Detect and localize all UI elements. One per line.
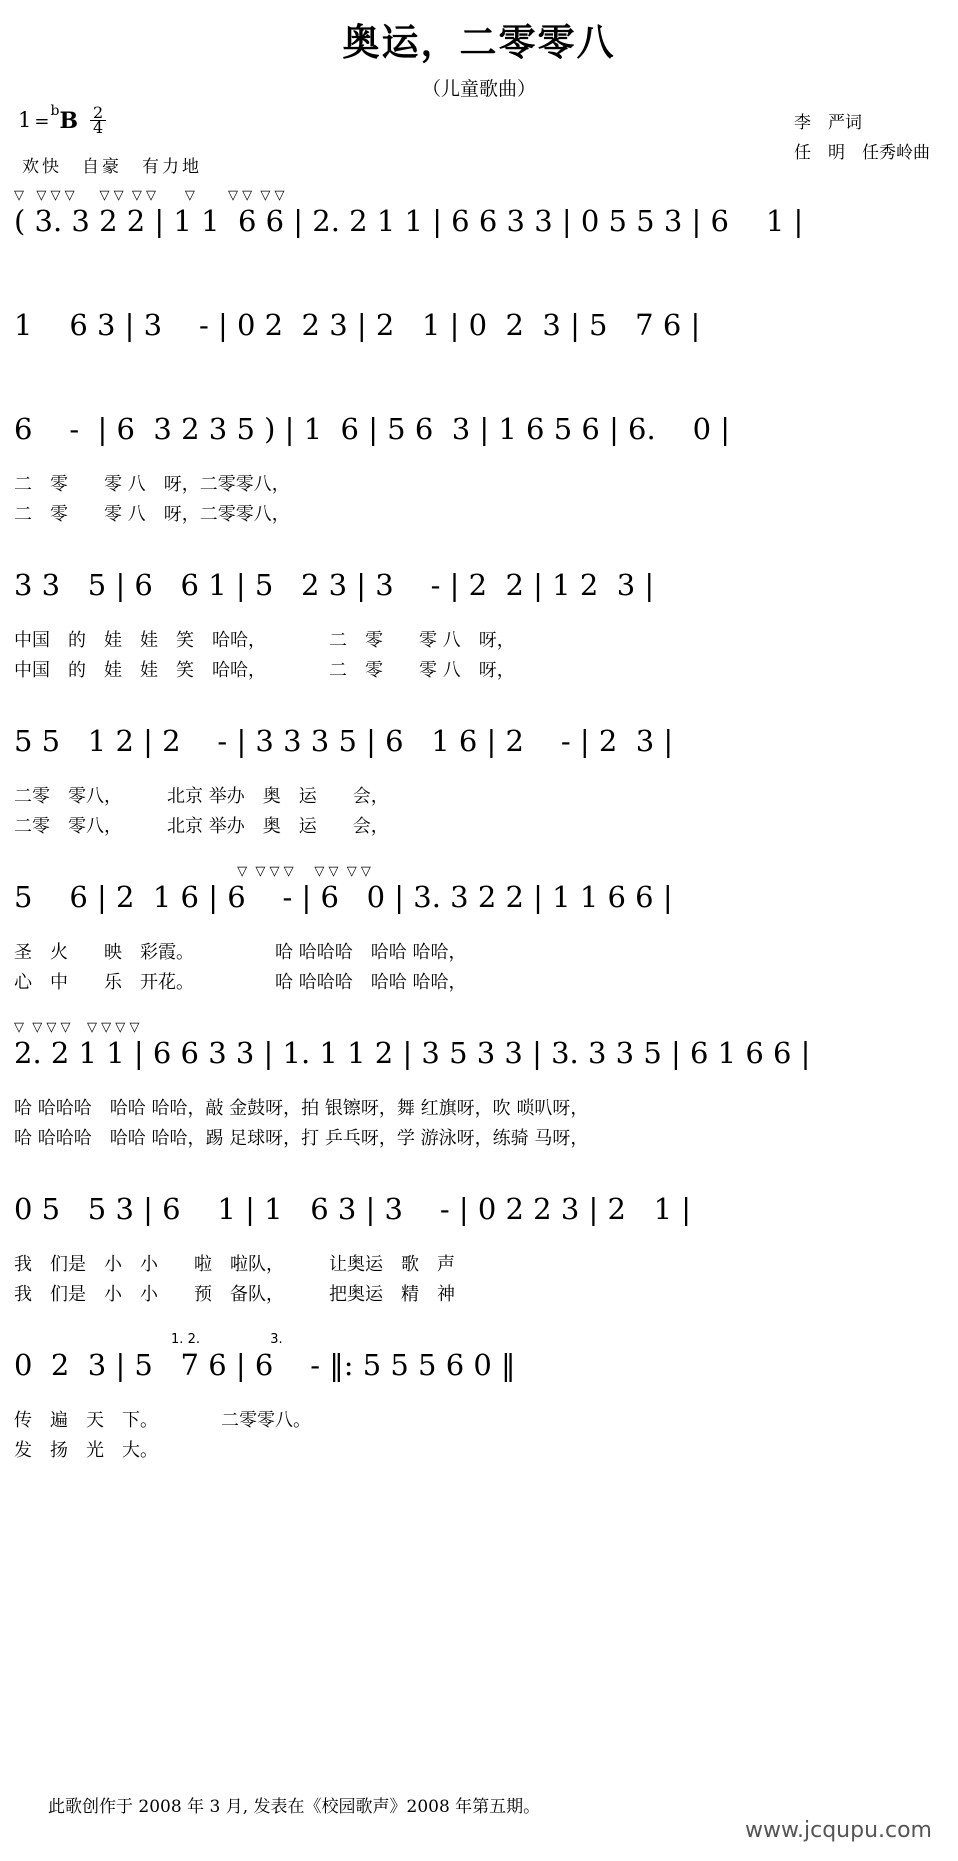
music-system <box>0 552 958 708</box>
accent-marks <box>0 552 958 568</box>
music-systems <box>0 188 958 1488</box>
note-row <box>0 1348 958 1406</box>
lyric-line: 二 零 零 八 呀，二零零八， <box>14 474 290 495</box>
accent-marks: ▽ ▽ ▽ ▽ ▽ ▽ ▽ ▽ ▽ ▽ ▽ ▽ ▽ <box>14 188 285 203</box>
page-title: 奥运，二零零八 <box>342 20 616 64</box>
jianpu-notation: 6 - | 6 3 2 3 5 ) | 1 6 | 5 6 3 | 1 6 5 6 | 6. 0 | <box>14 412 731 446</box>
music-system <box>0 396 958 552</box>
music-system <box>0 292 958 396</box>
key-letter: B <box>59 108 79 134</box>
accent-marks <box>0 292 958 308</box>
accent-marks <box>0 708 958 724</box>
sheet-music-page <box>0 12 958 1861</box>
note-row <box>0 412 958 470</box>
time-signature <box>90 103 106 137</box>
credits <box>794 108 930 168</box>
lyric-line: 哈 哈哈哈 哈哈 哈哈，敲 金鼓呀，拍 银镲呀，舞 红旗呀，吹 唢叭呀， <box>14 1098 589 1119</box>
page-subtitle: （儿童歌曲） <box>421 78 536 100</box>
flat-icon: b <box>50 103 60 119</box>
note-row <box>0 568 958 626</box>
lyric-line: 我 们是 小 小 啦 啦队， 让奥运 歌 声 <box>14 1254 455 1275</box>
jianpu-notation: 5 6 | 2 1 6 | 6 - | 6 0 | 3. 3 2 2 | 1 1 6 6 | <box>14 880 673 914</box>
jianpu-notation: ( 3. 3 2 2 | 1 1 6 6 | 2. 2 1 1 | 6 6 3 3 | 0 5 5 3 | 6 1 | <box>14 204 804 238</box>
music-system <box>0 708 958 864</box>
key-equals: = <box>34 111 50 132</box>
jianpu-notation: 0 2 3 | 5 7 6 | 6 - ‖: 5 5 5 6 0 ‖ <box>14 1348 516 1382</box>
key-signature <box>18 103 106 137</box>
jianpu-notation: 0 5 5 3 | 6 1 | 1 6 3 | 3 - | 0 2 2 3 | 2 1 | <box>14 1192 692 1226</box>
music-system <box>0 1176 958 1332</box>
note-row <box>0 308 958 366</box>
time-signature-denominator: 4 <box>93 118 104 137</box>
lyric-line: 发 扬 光 大。 <box>14 1440 158 1461</box>
accent-marks <box>0 1176 958 1192</box>
accent-marks <box>0 396 958 412</box>
footer-note: 此歌创作于 2008 年 3 月, 发表在《校园歌声》2008 年第五期。 <box>48 1797 541 1817</box>
lyric-line: 二零 零八， 北京 举办 奥 运 会， <box>14 816 389 837</box>
lyric-line: 二 零 零 八 呀，二零零八， <box>14 504 290 525</box>
jianpu-notation: 1 6 3 | 3 - | 0 2 2 3 | 2 1 | 0 2 3 | 5 7 6 | <box>14 308 701 342</box>
note-row <box>0 1192 958 1250</box>
music-system <box>0 188 958 292</box>
note-row <box>0 880 958 938</box>
note-row <box>0 1036 958 1094</box>
lyric-line: 中国 的 娃 娃 笑 哈哈， 二 零 零 八 呀， <box>14 660 515 681</box>
lyric-line: 中国 的 娃 娃 笑 哈哈， 二 零 零 八 呀， <box>14 630 515 651</box>
tempo-marking: 欢快 自豪 有力地 <box>22 157 202 177</box>
music-system <box>0 1332 958 1488</box>
jianpu-notation: 3 3 5 | 6 6 1 | 5 2 3 | 3 - | 2 2 | 1 2 3 | <box>14 568 655 602</box>
lyric-line: 哈 哈哈哈 哈哈 哈哈，踢 足球呀，打 乒乓呀，学 游泳呀，练骑 马呀， <box>14 1128 589 1149</box>
accent-marks: 1. 2. 3. <box>14 1332 283 1347</box>
lyricist-credit: 李 严词 <box>794 113 862 133</box>
website-watermark: www.jcqupu.com <box>745 1818 932 1843</box>
time-signature-numerator: 2 <box>90 106 106 121</box>
lyric-line: 圣 火 映 彩霞。 哈 哈哈哈 哈哈 哈哈， <box>14 942 467 963</box>
music-system <box>0 864 958 1020</box>
composer-credit: 任 明 任秀岭曲 <box>794 143 930 163</box>
accent-marks: ▽ ▽ ▽ ▽ ▽ ▽ ▽ ▽ <box>14 864 371 879</box>
accent-marks: ▽ ▽ ▽ ▽ ▽ ▽ ▽ ▽ <box>14 1020 140 1035</box>
note-row <box>0 724 958 782</box>
lyric-line: 心 中 乐 开花。 哈 哈哈哈 哈哈 哈哈， <box>14 972 467 993</box>
jianpu-notation: 5 5 1 2 | 2 - | 3 3 3 5 | 6 1 6 | 2 - | 2 3 | <box>14 724 674 758</box>
lyric-line: 二零 零八， 北京 举办 奥 运 会， <box>14 786 389 807</box>
music-system <box>0 1020 958 1176</box>
jianpu-notation: 2. 2 1 1 | 6 6 3 3 | 1. 1 1 2 | 3 5 3 3 | 3. 3 3 5 | 6 1 6 6 | <box>14 1036 811 1070</box>
lyric-line: 传 遍 天 下。 二零零八。 <box>14 1410 311 1431</box>
lyric-line: 我 们是 小 小 预 备队， 把奥运 精 神 <box>14 1284 455 1305</box>
note-row <box>0 204 958 262</box>
key-one: 1 <box>18 108 32 132</box>
